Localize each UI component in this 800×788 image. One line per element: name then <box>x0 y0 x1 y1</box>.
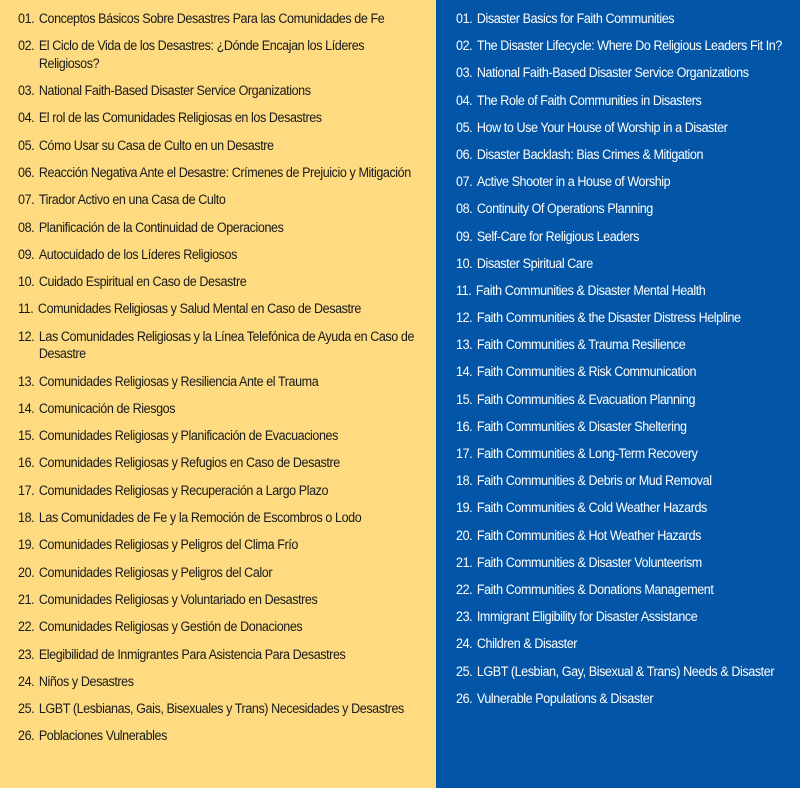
item-number: 15. <box>456 391 473 407</box>
item-number: 23. <box>456 609 473 625</box>
item-number: 14. <box>18 400 35 416</box>
item-number: 07. <box>18 192 35 208</box>
item-number: 06. <box>18 164 35 180</box>
item-title: Disaster Spiritual Care <box>476 255 593 271</box>
item-number: 01. <box>18 11 35 26</box>
item-title: Faith Communities & Long-Term Recovery <box>476 446 698 461</box>
item-title: The Disaster Lifecycle: Where Do Religious Leaders Fit In? <box>476 38 782 54</box>
spanish-list-item <box>18 82 426 100</box>
item-title: Disaster Backlash: Bias Crimes & Mitigation <box>476 146 704 162</box>
spanish-list-item <box>18 700 426 718</box>
item-title: Conceptos Básicos Sobre Desastres Para las Comunidades de Fe <box>38 11 385 26</box>
spanish-list-item <box>18 373 426 391</box>
spanish-list-item <box>18 618 426 636</box>
english-list-item <box>456 255 794 273</box>
spanish-list-item <box>18 564 426 582</box>
spanish-list-item <box>18 328 426 363</box>
english-list-item <box>456 173 794 191</box>
item-title: Comunidades Religiosas y Peligros del Calor <box>38 564 273 580</box>
english-list-item <box>456 146 794 164</box>
item-title: Niños y Desastres <box>38 673 134 689</box>
english-list-item <box>456 363 794 381</box>
item-title: Comunidades Religiosas y Gestión de Donaciones <box>38 619 303 635</box>
item-number: 20. <box>18 564 35 580</box>
spanish-list-item <box>18 509 426 527</box>
item-number: 22. <box>456 581 473 597</box>
spanish-list-item <box>18 727 426 745</box>
spanish-list-item <box>18 191 426 209</box>
english-list-item <box>456 309 794 327</box>
item-title: National Faith-Based Disaster Service Organizations <box>476 65 749 81</box>
item-title: Planificación de la Continuidad de Operaciones <box>38 219 284 235</box>
item-number: 24. <box>456 636 473 652</box>
item-number: 03. <box>18 83 35 99</box>
english-list-item <box>456 527 794 545</box>
item-title: Faith Communities & the Disaster Distress Helpline <box>476 310 741 326</box>
item-number: 25. <box>456 663 473 679</box>
item-title: How to Use Your House of Worship in a Disaster <box>476 119 728 135</box>
item-number: 20. <box>456 527 473 543</box>
english-course-panel <box>436 0 800 788</box>
spanish-list-item <box>18 10 426 28</box>
item-title: Faith Communities & Donations Management <box>476 581 714 597</box>
item-number: 02. <box>456 38 473 54</box>
english-list-item <box>456 608 794 626</box>
item-title: LGBT (Lesbianas, Gais, Bisexuales y Trans) Necesidades y Desastres <box>38 701 404 717</box>
item-title: Faith Communities & Debris or Mud Removal <box>476 473 712 489</box>
item-number: 22. <box>18 619 35 635</box>
item-title: Autocuidado de los Líderes Religiosos <box>38 246 237 262</box>
item-number: 26. <box>18 728 35 744</box>
item-title: National Faith-Based Disaster Service Organizations <box>38 83 311 99</box>
spanish-list-item <box>18 137 426 155</box>
english-list-item <box>456 418 794 436</box>
spanish-list-item <box>18 400 426 418</box>
spanish-list-item <box>18 673 426 691</box>
item-number: 25. <box>18 701 35 717</box>
item-number: 13. <box>18 373 35 389</box>
spanish-list-item <box>18 591 426 609</box>
item-title: Immigrant Eligibility for Disaster Assistance <box>476 609 698 625</box>
item-number: 13. <box>456 337 473 353</box>
item-title: Comunidades Religiosas y Resiliencia Ante el Trauma <box>38 373 319 389</box>
item-number: 16. <box>456 418 473 434</box>
item-title: Comunicación de Riesgos <box>38 400 176 416</box>
item-title: Tirador Activo en una Casa de Culto <box>38 192 226 208</box>
item-title: Comunidades Religiosas y Planificación de Evacuaciones <box>38 428 338 444</box>
item-number: 07. <box>456 174 473 190</box>
item-number: 01. <box>456 11 473 26</box>
item-number: 08. <box>18 219 35 235</box>
item-number: 18. <box>456 473 473 489</box>
item-title: Faith Communities & Risk Communication <box>476 364 697 380</box>
item-number: 11. <box>456 282 472 298</box>
english-list-item <box>456 336 794 354</box>
english-list-item <box>456 581 794 599</box>
item-number: 19. <box>18 537 35 553</box>
item-title: Poblaciones Vulnerables <box>38 728 167 744</box>
item-number: 04. <box>456 92 473 108</box>
english-list-item <box>456 282 794 300</box>
english-list-item <box>456 554 794 572</box>
item-title: Comunidades Religiosas y Peligros del Clima Frío <box>38 537 298 553</box>
spanish-list-item <box>18 219 426 237</box>
spanish-list-item <box>18 536 426 554</box>
item-number: 02. <box>18 38 35 54</box>
spanish-list-item <box>18 246 426 264</box>
item-number: 06. <box>456 146 473 162</box>
english-list-item <box>456 663 794 681</box>
item-number: 24. <box>18 673 35 689</box>
item-title: Children & Disaster <box>476 636 578 652</box>
english-list-item <box>456 472 794 490</box>
item-title: Cuidado Espiritual en Caso de Desastre <box>38 274 247 290</box>
spanish-list-item <box>18 37 426 72</box>
english-list-item <box>456 200 794 218</box>
item-title: Comunidades Religiosas y Refugios en Caso de Desastre <box>38 455 340 471</box>
spanish-list-item <box>18 164 426 182</box>
item-title: Las Comunidades Religiosas y la Línea Telefónica de Ayuda en Caso de Desastre <box>38 328 415 362</box>
item-number: 04. <box>18 110 35 126</box>
english-list-item <box>456 445 794 463</box>
item-number: 18. <box>18 510 35 526</box>
item-title: Cómo Usar su Casa de Culto en un Desastre <box>38 137 274 153</box>
spanish-list-item <box>18 482 426 500</box>
item-title: Faith Communities & Disaster Sheltering <box>476 418 687 434</box>
item-title: Las Comunidades de Fe y la Remoción de Escombros o Lodo <box>38 510 362 526</box>
spanish-list-item <box>18 300 426 318</box>
spanish-list-item <box>18 427 426 445</box>
item-title: The Role of Faith Communities in Disasters <box>476 92 702 108</box>
english-list-item <box>456 690 794 708</box>
item-number: 12. <box>456 310 473 326</box>
item-title: Comunidades Religiosas y Recuperación a Largo Plazo <box>38 482 329 498</box>
item-number: 09. <box>18 246 35 262</box>
spanish-list-item <box>18 109 426 127</box>
english-list-item <box>456 10 794 28</box>
english-list-item <box>456 228 794 246</box>
item-title: Faith Communities & Disaster Volunteerism <box>476 554 702 570</box>
english-list-item <box>456 64 794 82</box>
spanish-list-item <box>18 646 426 664</box>
english-list-item <box>456 92 794 110</box>
item-title: Continuity Of Operations Planning <box>476 201 653 217</box>
item-title: Faith Communities & Trauma Resilience <box>476 337 686 353</box>
item-title: LGBT (Lesbian, Gay, Bisexual & Trans) Needs & Disaster <box>476 663 775 679</box>
item-number: 21. <box>18 591 35 607</box>
item-number: 21. <box>456 554 473 570</box>
english-list-item <box>456 635 794 653</box>
item-title: Reacción Negativa Ante el Desastre: Crímenes de Prejuicio y Mitigación <box>38 164 411 180</box>
item-title: Elegibilidad de Inmigrantes Para Asistencia Para Desastres <box>38 646 346 662</box>
item-number: 05. <box>456 119 473 135</box>
english-list-item <box>456 499 794 517</box>
item-number: 10. <box>456 255 473 271</box>
english-course-list <box>456 10 796 707</box>
english-list-item <box>456 119 794 137</box>
item-number: 05. <box>18 137 35 153</box>
spanish-list-item <box>18 454 426 472</box>
item-number: 08. <box>456 201 473 217</box>
item-number: 19. <box>456 500 473 516</box>
item-number: 14. <box>456 364 473 380</box>
item-title: Comunidades Religiosas y Salud Mental en Caso de Desastre <box>37 301 361 317</box>
item-number: 10. <box>18 274 35 290</box>
item-title: Self-Care for Religious Leaders <box>476 228 640 244</box>
item-number: 03. <box>456 65 473 81</box>
item-number: 12. <box>18 328 35 344</box>
english-list-item <box>456 37 794 55</box>
item-title: Faith Communities & Cold Weather Hazards <box>476 500 707 516</box>
item-title: Faith Communities & Disaster Mental Health <box>475 282 706 298</box>
item-title: Faith Communities & Hot Weather Hazards <box>476 527 702 543</box>
item-title: El rol de las Comunidades Religiosas en los Desastres <box>38 110 322 126</box>
item-number: 23. <box>18 646 35 662</box>
item-number: 26. <box>456 690 473 706</box>
english-list-item <box>456 391 794 409</box>
item-number: 15. <box>18 428 35 444</box>
item-title: Active Shooter in a House of Worship <box>476 174 671 190</box>
item-number: 09. <box>456 228 473 244</box>
item-title: Faith Communities & Evacuation Planning <box>476 391 696 407</box>
item-title: Vulnerable Populations & Disaster <box>476 690 654 706</box>
item-title: Comunidades Religiosas y Voluntariado en Desastres <box>38 591 318 607</box>
item-number: 11. <box>18 301 34 317</box>
item-title: El Ciclo de Vida de los Desastres: ¿Dónde Encajan los Líderes Religiosos? <box>38 38 365 71</box>
item-number: 17. <box>456 446 473 461</box>
item-number: 17. <box>18 482 35 498</box>
spanish-list-item <box>18 273 426 291</box>
item-number: 16. <box>18 455 35 471</box>
spanish-course-list <box>18 10 428 745</box>
item-title: Disaster Basics for Faith Communities <box>476 11 675 26</box>
